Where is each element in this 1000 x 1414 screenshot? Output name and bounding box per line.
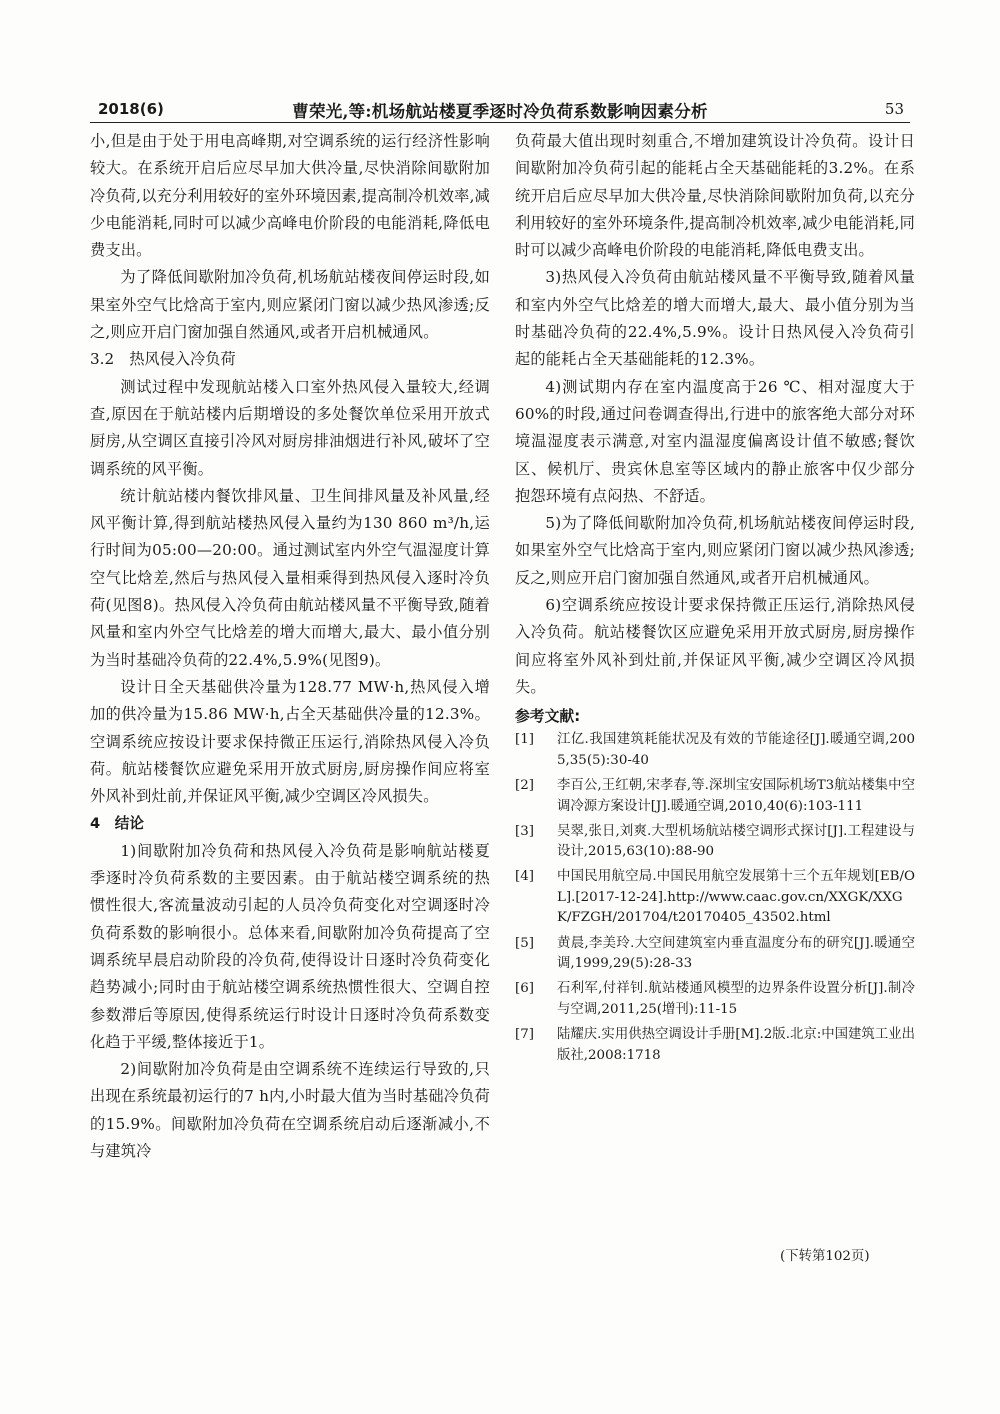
reference-item [515,822,915,863]
section-heading-4: 4 结论 [90,815,144,833]
paragraph: 设计日全天基础供冷量为128.77 MW·h,热风侵入增加的供冷量为15.86 MW·h,占全天基础供冷量的12.3%。空调系统应按设计要求保持微正压运行,消除热风侵入冷负荷。航站楼餐饮应避免采用开放式厨房,厨房操作间应将室外风补到灶前,并保证风平衡,减少空调区冷风损失。 [90,677,490,806]
paragraph: 2)间歇附加冷负荷是由空调系统不连续运行导致的,只出现在系统最初运行的7 h内,小时最大值为当时基础冷负荷的15.9%。间歇附加冷负荷在空调系统启动后逐渐减小,不与建筑冷 [90,1060,490,1160]
paragraph: 6)空调系统应按设计要求保持微正压运行,消除热风侵入冷负荷。航站楼餐饮区应避免采用开放式厨房,厨房操作间应将室外风补到灶前,并保证风平衡,减少空调区冷风损失。 [515,596,915,696]
reference-item [515,730,915,771]
references-heading: 参考文献: [515,708,581,726]
issue-number: 2018(6) [98,100,164,118]
reference-item [515,1025,915,1066]
reference-item [515,979,915,1020]
reference-text: 石利军,付祥钊.航站楼通风模型的边界条件设置分析[J].制冷与空调,2011,25(增刊):11-15 [557,981,915,1017]
left-column [90,128,490,1165]
reference-number: [6] [515,981,534,997]
paragraph: 4)测试期内存在室内温度高于26 ℃、相对湿度大于60%的时段,通过问卷调查得出,行进中的旅客绝大部分对环境温湿度表示满意,对室内温湿度偏离设计值不敏感;餐饮区、候机厅、贵宾休息室等区域内的静止旅客中仅少部分抱怨环境有点闷热、不舒适。 [515,377,915,505]
paragraph: 5)为了降低间歇附加冷负荷,机场航站楼夜间停运时段,如果室外空气比焓高于室内,则应紧闭门窗以减少热风渗透;反之,则应开启门窗加强自然通风,或者开启机械通风。 [515,514,915,587]
reference-text: 李百公,王红朝,宋孝春,等.深圳宝安国际机场T3航站楼集中空调冷源方案设计[J].暖通空调,2010,40(6):103-111 [557,777,915,814]
reference-number: [7] [515,1026,534,1042]
reference-number: [4] [515,869,534,885]
section-heading-3-2: 3.2 热风侵入冷负荷 [90,350,236,369]
paragraph: 小,但是由于处于用电高峰期,对空调系统的运行经济性影响较大。在系统开启后应尽早加大供冷量,尽快消除间歇附加冷负荷,以充分利用较好的室外环境因素,提高制冷机效率,减少电能消耗,同时可以减少高峰电价阶段的电能消耗,降低电费支出。 [90,132,490,260]
reference-item [515,867,915,929]
running-header [90,96,910,123]
paragraph: 测试过程中发现航站楼入口室外热风侵入量较大,经调查,原因在于航站楼内后期增设的多处餐饮单位采用开放式厨房,从空调区直接引冷风对厨房排油烟进行补风,破坏了空调系统的风平衡。 [90,377,490,478]
reference-text: 黄晨,李美玲.大空间建筑室内垂直温度分布的研究[J].暖通空调,1999,29(5):28-33 [557,935,915,972]
reference-number: [3] [515,823,534,839]
paragraph: 统计航站楼内餐饮排风量、卫生间排风量及补风量,经风平衡计算,得到航站楼热风侵入量约为130 860 m³/h,运行时间为05:00—20:00。通过测试室内外空气温湿度计算空气比焓差,然后与热风侵入量相乘得到热风侵入逐时冷负荷(见图8)。热风侵入冷负荷由航站楼风量不平衡导致,随着风量和室内外空气比焓差的增大而增大,最大、最小值分别为当时基础冷负荷的22.4%,5.9%(见图9)。 [90,486,490,669]
reference-number: [5] [515,935,534,951]
right-column [515,128,915,1071]
reference-number: [1] [515,732,534,748]
reference-text: 江亿.我国建筑耗能状况及有效的节能途径[J].暖通空调,2005,35(5):30-40 [557,732,915,768]
reference-text: 陆耀庆.实用供热空调设计手册[M].2版.北京:中国建筑工业出版社,2008:1718 [557,1026,915,1063]
reference-text: 中国民用航空局.中国民用航空发展第十三个五年规划[EB/OL].[2017-12-24].http://www.caac.gov.cn/XXGK/XXGK/FZGH/201704/t20170405_43502.html [557,869,915,926]
reference-item [515,934,915,975]
reference-text: 吴翠,张日,刘爽.大型机场航站楼空调形式探讨[J].工程建设与设计,2015,63(10):88-90 [557,823,915,860]
page-number: 53 [884,100,904,118]
paragraph: 负荷最大值出现时刻重合,不增加建筑设计冷负荷。设计日间歇附加冷负荷引起的能耗占全天基础能耗的3.2%。在系统开启后应尽早加大供冷量,尽快消除间歇附加负荷,以充分利用较好的室外环境条件,提高制冷机效率,减少电能消耗,同时可以减少高峰电价阶段的电能消耗,降低电费支出。 [515,132,915,260]
running-title: 曹荣光,等:机场航站楼夏季逐时冷负荷系数影响因素分析 [292,102,708,121]
reference-number: [2] [515,777,534,793]
reference-list [515,730,915,1066]
reference-item [515,776,915,817]
paragraph: 3)热风侵入冷负荷由航站楼风量不平衡导致,随着风量和室内外空气比焓差的增大而增大,最大、最小值分别为当时基础冷负荷的22.4%,5.9%。设计日热风侵入冷负荷引起的能耗占全天基础能耗的12.3%。 [515,268,915,369]
continued-note: (下转第102页) [780,1249,870,1264]
paragraph: 1)间歇附加冷负荷和热风侵入冷负荷是影响航站楼夏季逐时冷负荷系数的主要因素。由于航站楼空调系统的热惯性很大,客流量波动引起的人员冷负荷变化对空调逐时冷负荷系数的影响很小。总体来看,间歇附加冷负荷提高了空调系统早晨启动阶段的冷负荷,使得设计日逐时冷负荷变化趋势减小;同时由于航站楼空调系统热惯性很大、空调自控参数滞后等原因,使得系统运行时设计日逐时冷负荷系数变化趋于平缓,整体接近于1。 [90,841,490,1051]
paragraph: 为了降低间歇附加冷负荷,机场航站楼夜间停运时段,如果室外空气比焓高于室内,则应紧闭门窗以减少热风渗透;反之,则应开启门窗加强自然通风,或者开启机械通风。 [90,268,490,342]
